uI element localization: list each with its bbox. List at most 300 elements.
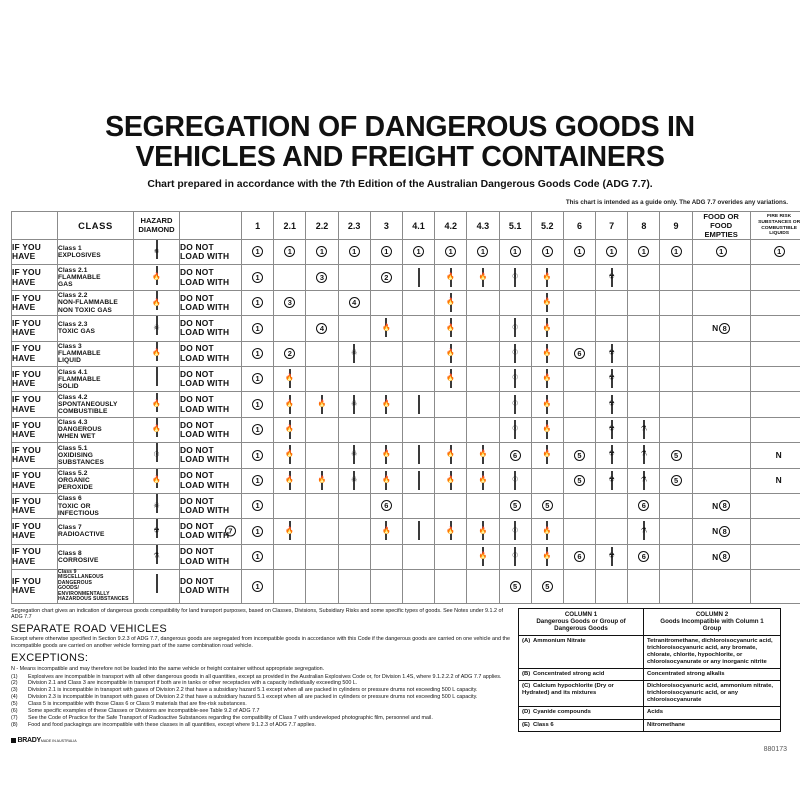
dangerous-when-wet-placard-icon [146,419,168,441]
corrosive-symbol: ⚗ [640,476,647,484]
notes-intro: Segregation chart gives an indication of dangerous goods compatibility for land transport purposes, based on Classes, Divisions, Subsidiary Risks and some specific types of goods. See Notes under 9.1.2 of ADG 7.7 [11,607,504,620]
exception-number: (2) [11,680,18,687]
spont-combustible-symbol: 🔥 [446,298,456,306]
header-col-8: 4.3 [467,212,499,240]
organic-peroxide-placard-icon [539,294,556,311]
incompat-col1-l3: Dangerous Goods [554,625,608,633]
spont-combustible-placard-icon [442,370,459,387]
matrix-row-6 [12,366,800,391]
flammable-gas-symbol: 🔥 [152,273,161,281]
matrix-cell-r13c4 [338,544,370,569]
matrix-cell-r2c4 [338,265,370,290]
matrix-cell-r3c11 [563,290,595,315]
food-cell-r10 [692,468,750,493]
explosives-placard-icon [146,241,168,263]
header-food [692,212,750,240]
incompat-tag: (C) [522,683,531,690]
do-not-load-with-label: DO NOT LOAD WITH [180,341,242,366]
organic-peroxide-symbol: 🔥 [542,400,552,408]
class-name-cell: Class 4.1 FLAMMABLE SOLID [58,366,134,391]
flammable-solid-placard-icon [410,522,427,539]
incompat-row-5 [519,719,781,731]
footnote-ref-1: 1 [638,246,649,257]
matrix-cell-r10c14 [660,468,692,493]
corrosive-symbol: ⚗ [640,527,647,535]
footnote-ref-1: 1 [606,246,617,257]
incompat-col1-header [519,608,644,635]
matrix-cell-r7c3 [306,392,338,417]
matrix-cell-r7c5 [370,392,402,417]
matrix-cell-r7c10 [531,392,563,417]
fire-risk-cell-r6 [750,366,800,391]
radioactive-placard-icon [603,370,620,387]
matrix-cell-r12c14 [660,519,692,544]
header-col-11: 6 [563,212,595,240]
flammable-liquid-symbol: 🔥 [381,450,391,458]
radioactive-placard-icon [603,421,620,438]
class-name-cell: Class 2.1 FLAMMABLE GAS [58,265,134,290]
misc-dangerous-placard-icon [146,575,168,597]
organic-peroxide-placard-icon [146,470,168,492]
organic-peroxide-symbol: 🔥 [542,324,552,332]
do-not-load-with-label: DO NOT LOAD WITH [180,493,242,518]
corrosive-symbol: ⚗ [640,425,647,433]
flammable-liquid-placard-icon [146,343,168,365]
separate-road-vehicles-heading: SEPARATE ROAD VEHICLES [11,623,167,636]
do-not-load-with-label: DO NOT LOAD WITH [180,443,242,468]
spont-combustible-symbol: 🔥 [152,400,161,408]
matrix-cell-r7c12 [596,392,628,417]
matrix-cell-r8c1 [242,417,274,442]
footnote-ref-4: 4 [316,323,327,334]
organic-peroxide-placard-icon [539,319,556,336]
exception-item-6 [11,708,511,714]
do-not-load-with-label: DO NOT LOAD WITH [180,468,242,493]
brand-tagline: MADE IN AUSTRALIA [40,739,77,744]
matrix-cell-r3c6 [402,290,434,315]
toxic-gas-placard-icon [346,446,363,463]
spont-combustible-symbol: 🔥 [446,527,456,535]
matrix-cell-r3c12 [596,290,628,315]
matrix-cell-r1c6 [402,240,434,265]
matrix-cell-r14c9 [499,570,531,603]
footnote-ref-1: 1 [252,246,263,257]
do-not-load-with-label: DO NOT LOAD WITH [180,265,242,290]
footnote-ref-7: 7 [225,526,236,537]
flammable-gas-placard-icon [281,446,298,463]
spont-combustible-placard-icon [442,294,459,311]
oxidising-placard-icon [507,421,524,438]
matrix-cell-r8c3 [306,417,338,442]
header-col-2: 2.1 [274,212,306,240]
footnote-ref-1: 1 [252,450,263,461]
matrix-cell-r10c12 [596,468,628,493]
header-dnlw [180,212,242,240]
footnote-ref-5: 5 [542,581,553,592]
matrix-cell-r5c12 [596,341,628,366]
fire-risk-cell-r7 [750,392,800,417]
header-col-10: 5.2 [531,212,563,240]
matrix-cell-r1c9 [499,240,531,265]
matrix-cell-r10c1 [242,468,274,493]
flammable-gas-symbol: 🔥 [285,400,295,408]
header-ifyou [12,212,58,240]
matrix-cell-r2c9 [499,265,531,290]
n-definition: N - Means incompatible and may therefore not be loaded into the same vehicle or freight container without appropriate segregation. [11,666,325,673]
footnote-ref-1: 1 [252,500,263,511]
matrix-cell-r11c9 [499,493,531,518]
footnote-ref-1: 1 [252,551,263,562]
if-you-have-label: IF YOU HAVE [12,392,58,417]
matrix-cell-r11c14 [660,493,692,518]
class-name-cell: Class 5.2 ORGANIC PEROXIDE [58,468,134,493]
flammable-solid-placard-icon [410,396,427,413]
exception-item-7 [11,715,511,721]
footer [11,608,789,745]
dnlw-footnote [225,526,236,537]
spont-combustible-placard-icon [442,345,459,362]
matrix-row-9 [12,443,800,468]
matrix-cell-r11c5 [370,493,402,518]
fire-risk-cell-r12 [750,519,800,544]
header-food-l2: FOOD EMPTIES [704,221,738,239]
oxidising-placard-icon [507,548,524,565]
footnote-ref-6: 6 [574,348,585,359]
matrix-cell-r10c10 [531,468,563,493]
corrosive-symbol: ⚗ [153,552,160,560]
matrix-cell-r10c13 [628,468,660,493]
matrix-cell-r7c14 [660,392,692,417]
food-cell-r6 [692,366,750,391]
page-subtitle: Chart prepared in accordance with the 7th Edition of the Australian Dangerous Goods Code (ADG 7.7). [147,179,653,190]
footnote-ref-8: 8 [719,323,730,334]
matrix-cell-r8c12 [596,417,628,442]
incompat-tag: (A) [522,637,531,644]
matrix-cell-r14c7 [435,570,467,603]
radioactive-placard-icon [603,446,620,463]
footnote-ref-1: 1 [510,246,521,257]
hazard-diamond-cell [134,519,180,544]
matrix-cell-r9c14 [660,443,692,468]
oxidising-placard-icon [507,269,524,286]
matrix-cell-r9c4 [338,443,370,468]
footnote-ref-5: 5 [671,450,682,461]
matrix-cell-r6c6 [402,366,434,391]
if-you-have-label: IF YOU HAVE [12,443,58,468]
matrix-cell-r9c7 [435,443,467,468]
matrix-cell-r5c11 [563,341,595,366]
n-mark: N [775,475,782,486]
matrix-cell-r8c2 [274,417,306,442]
flammable-gas-symbol: 🔥 [285,527,295,535]
matrix-cell-r12c7 [435,519,467,544]
radioactive-symbol: ☢ [608,552,615,560]
n-mark: N [775,450,782,461]
corrosive-placard-icon [635,446,652,463]
matrix-cell-r2c12 [596,265,628,290]
matrix-cell-r14c4 [338,570,370,603]
matrix-cell-r13c12 [596,544,628,569]
footnote-ref-5: 5 [510,500,521,511]
footnote-ref-5: 5 [574,475,585,486]
footnote-ref-6: 6 [381,500,392,511]
matrix-cell-r13c13 [628,544,660,569]
footnote-ref-8: 8 [719,551,730,562]
matrix-cell-r12c1 [242,519,274,544]
incompat-group-(B): (B) Concentrated strong acid [519,669,644,681]
footnote-ref-8: 8 [719,526,730,537]
footnote-ref-4: 4 [349,297,360,308]
matrix-cell-r6c10 [531,366,563,391]
header-hazard-diamond-l1: HAZARD [140,215,173,225]
footnote-ref-6: 6 [638,500,649,511]
matrix-cell-r5c2 [274,341,306,366]
radioactive-symbol: ☢ [153,527,160,535]
n-mark: N [712,526,719,537]
matrix-cell-r13c6 [402,544,434,569]
oxidising-symbol: ☉ [511,374,519,382]
oxidising-symbol: ☉ [511,527,519,535]
toxic-infectious-symbol: ☠ [153,502,160,510]
matrix-cell-r8c13 [628,417,660,442]
matrix-cell-r2c11 [563,265,595,290]
incompat-goods-(C): Dichloroisocyanuric acid, ammonium nitrate, trichloroisocyanuric acid, or any chloroisocyanurate [644,681,781,707]
matrix-row-2 [12,265,800,290]
matrix-cell-r5c1 [242,341,274,366]
matrix-cell-r9c12 [596,443,628,468]
flammable-gas-symbol: 🔥 [285,476,295,484]
exception-text: See the Code of Practice for the Safe Transport of Radioactive Substances regarding the compatibility of Class 7 with undeveloped photographic film, personnel and mail. [28,714,433,721]
n-mark: N [712,500,719,511]
toxic-gas-symbol: ☠ [351,450,358,458]
matrix-cell-r12c8 [467,519,499,544]
flammable-liquid-symbol: 🔥 [152,349,161,357]
flammable-gas-placard-icon [146,267,168,289]
incompat-group-(C): (C) Calcium hypochlorite (Dry or Hydrated) and its mixtures [519,681,644,707]
header-col-9: 5.1 [499,212,531,240]
matrix-cell-r13c1 [242,544,274,569]
matrix-cell-r11c8 [467,493,499,518]
organic-peroxide-placard-icon [539,548,556,565]
matrix-cell-r13c7 [435,544,467,569]
matrix-cell-r10c2 [274,468,306,493]
organic-peroxide-placard-icon [539,446,556,463]
incompat-header-row [519,608,781,635]
matrix-cell-r1c7 [435,240,467,265]
do-not-load-with-label: DO NOT LOAD WITH 7 [180,519,242,544]
corrosive-placard-icon [635,472,652,489]
matrix-cell-r13c3 [306,544,338,569]
footnote-ref-1: 1 [252,581,263,592]
header-col-12: 7 [596,212,628,240]
oxidising-symbol: ☉ [511,324,519,332]
spont-combustible-placard-icon [442,269,459,286]
incompat-row-4 [519,707,781,719]
matrix-cell-r11c7 [435,493,467,518]
matrix-cell-r3c14 [660,290,692,315]
flammable-liquid-symbol: 🔥 [381,527,391,535]
footnote-ref-1: 1 [252,526,263,537]
hazard-diamond-cell [134,366,180,391]
matrix-cell-r11c4 [338,493,370,518]
exception-text: Some specific examples of these Classes or Divisions are incompatible-see Table 9.2 of ADG 7.7 [28,708,260,714]
matrix-cell-r8c5 [370,417,402,442]
matrix-cell-r9c11 [563,443,595,468]
page-title-line-1: SEGREGATION OF DANGEROUS GOODS IN [105,111,695,143]
footnote-ref-1: 1 [381,246,392,257]
matrix-cell-r4c12 [596,316,628,341]
footnote-ref-1: 1 [774,246,785,257]
matrix-cell-r9c10 [531,443,563,468]
exception-number: (8) [11,721,18,728]
if-you-have-label: IF YOU HAVE [12,366,58,391]
hazard-diamond-cell [134,468,180,493]
matrix-cell-r4c14 [660,316,692,341]
flammable-liquid-placard-icon [378,446,395,463]
matrix-cell-r1c11 [563,240,595,265]
flammable-solid-placard-icon [146,368,168,390]
fire-risk-cell-r11 [750,493,800,518]
matrix-cell-r9c3 [306,443,338,468]
radioactive-placard-icon [603,396,620,413]
matrix-header-row [12,212,800,240]
flammable-gas-placard-icon [281,396,298,413]
matrix-cell-r8c14 [660,417,692,442]
exception-item-8 [11,722,511,728]
matrix-cell-r5c4 [338,341,370,366]
matrix-cell-r7c11 [563,392,595,417]
exceptions-heading: EXCEPTIONS: [11,652,89,665]
exception-item-4 [11,694,511,700]
corrosive-placard-icon [635,421,652,438]
incompat-col1-l2: Dangerous Goods or Group of [536,617,626,625]
matrix-row-11 [12,493,800,518]
footnote-ref-1: 1 [445,246,456,257]
matrix-cell-r6c8 [467,366,499,391]
exception-text: Class 5 is incompatible with those Class 6 or Class 9 materials that are fire-risk substances. [28,701,247,708]
do-not-load-with-label: DO NOT LOAD WITH [180,366,242,391]
matrix-cell-r14c1 [242,570,274,603]
footnote-ref-1: 1 [252,373,263,384]
notes-panel [11,608,511,745]
matrix-cell-r14c13 [628,570,660,603]
footnote-ref-1: 1 [413,246,424,257]
oxidising-placard-icon [507,345,524,362]
matrix-cell-r8c8 [467,417,499,442]
flammable-gas-placard-icon [281,472,298,489]
matrix-cell-r7c6 [402,392,434,417]
matrix-cell-r6c9 [499,366,531,391]
toxic-gas-symbol: ☠ [351,476,358,484]
matrix-cell-r13c5 [370,544,402,569]
matrix-cell-r6c13 [628,366,660,391]
hazard-diamond-cell [134,544,180,569]
footnote-ref-1: 1 [252,297,263,308]
do-not-load-with-label: DO NOT LOAD WITH [180,316,242,341]
matrix-cell-r2c10 [531,265,563,290]
radioactive-symbol: ☢ [608,374,615,382]
footnote-ref-6: 6 [638,551,649,562]
flammable-gas-placard-icon [281,370,298,387]
brand-mark-icon [11,738,16,743]
footnote-ref-5: 5 [574,450,585,461]
footnote-ref-1: 1 [252,348,263,359]
header-hazard-diamond-l2: DIAMOND [138,224,175,234]
dangerous-when-wet-placard-icon [474,472,491,489]
spont-combustible-symbol: 🔥 [446,374,456,382]
hazard-diamond-cell [134,417,180,442]
matrix-cell-r13c8 [467,544,499,569]
matrix-cell-r8c10 [531,417,563,442]
part-number: 880173 [763,746,787,754]
matrix-cell-r10c7 [435,468,467,493]
corrosive-symbol: ⚗ [640,450,647,458]
header-col-6: 4.1 [402,212,434,240]
matrix-cell-r8c7 [435,417,467,442]
matrix-cell-r2c6 [402,265,434,290]
matrix-cell-r13c11 [563,544,595,569]
matrix-cell-r7c4 [338,392,370,417]
food-cell-r13 [692,544,750,569]
matrix-cell-r12c11 [563,519,595,544]
matrix-cell-r4c3 [306,316,338,341]
exception-item-5 [11,701,511,707]
food-cell-r2 [692,265,750,290]
matrix-cell-r7c13 [628,392,660,417]
do-not-load-with-label: DO NOT LOAD WITH [180,570,242,603]
matrix-cell-r6c2 [274,366,306,391]
footnote-ref-1: 1 [284,246,295,257]
oxidising-symbol: ☉ [153,451,160,459]
header-fire-risk [750,212,800,240]
non-flammable-gas-placard-icon [313,472,330,489]
matrix-cell-r13c2 [274,544,306,569]
matrix-cell-r1c5 [370,240,402,265]
matrix-cell-r5c14 [660,341,692,366]
fire-risk-cell-r8 [750,417,800,442]
radioactive-symbol: ☢ [608,349,615,357]
matrix-cell-r7c8 [467,392,499,417]
matrix-cell-r4c9 [499,316,531,341]
footnote-ref-2: 2 [381,272,392,283]
spont-combustible-placard-icon [442,319,459,336]
incompat-tag: (D) [522,709,531,716]
radioactive-symbol: ☢ [608,476,615,484]
matrix-cell-r2c1 [242,265,274,290]
matrix-cell-r12c5 [370,519,402,544]
matrix-cell-r11c11 [563,493,595,518]
matrix-cell-r1c14 [660,240,692,265]
class-name-cell: Class 4.2 SPONTANEOUSLY COMBUSTIBLE [58,392,134,417]
matrix-cell-r2c13 [628,265,660,290]
dangerous-when-wet-symbol: 🔥 [478,450,488,458]
matrix-cell-r11c13 [628,493,660,518]
matrix-cell-r4c6 [402,316,434,341]
class-name-cell: Class 8 CORROSIVE [58,544,134,569]
matrix-cell-r4c10 [531,316,563,341]
matrix-cell-r12c13 [628,519,660,544]
matrix-cell-r4c13 [628,316,660,341]
title-block [0,0,800,190]
guide-note: This chart is intended as a guide only. The ADG 7.7 overides any variations. [565,199,788,206]
exception-text: Division 2.3 is incompatible in transport with gases of Division 2.2 that have a subsidiary hazard 5.1 except when all are packed in cylinders or pressure drums not exceeding 500 L capacity. [28,694,478,701]
flammable-liquid-symbol: 🔥 [381,324,391,332]
matrix-cell-r7c7 [435,392,467,417]
class-name-cell: Class 5.1 OXIDISING SUBSTANCES [58,443,134,468]
class-name-cell: Class 7 RADIOACTIVE [58,519,134,544]
class-name-cell: Class 1 EXPLOSIVES [58,240,134,265]
incompat-goods-(E): Nitromethane [644,719,781,731]
